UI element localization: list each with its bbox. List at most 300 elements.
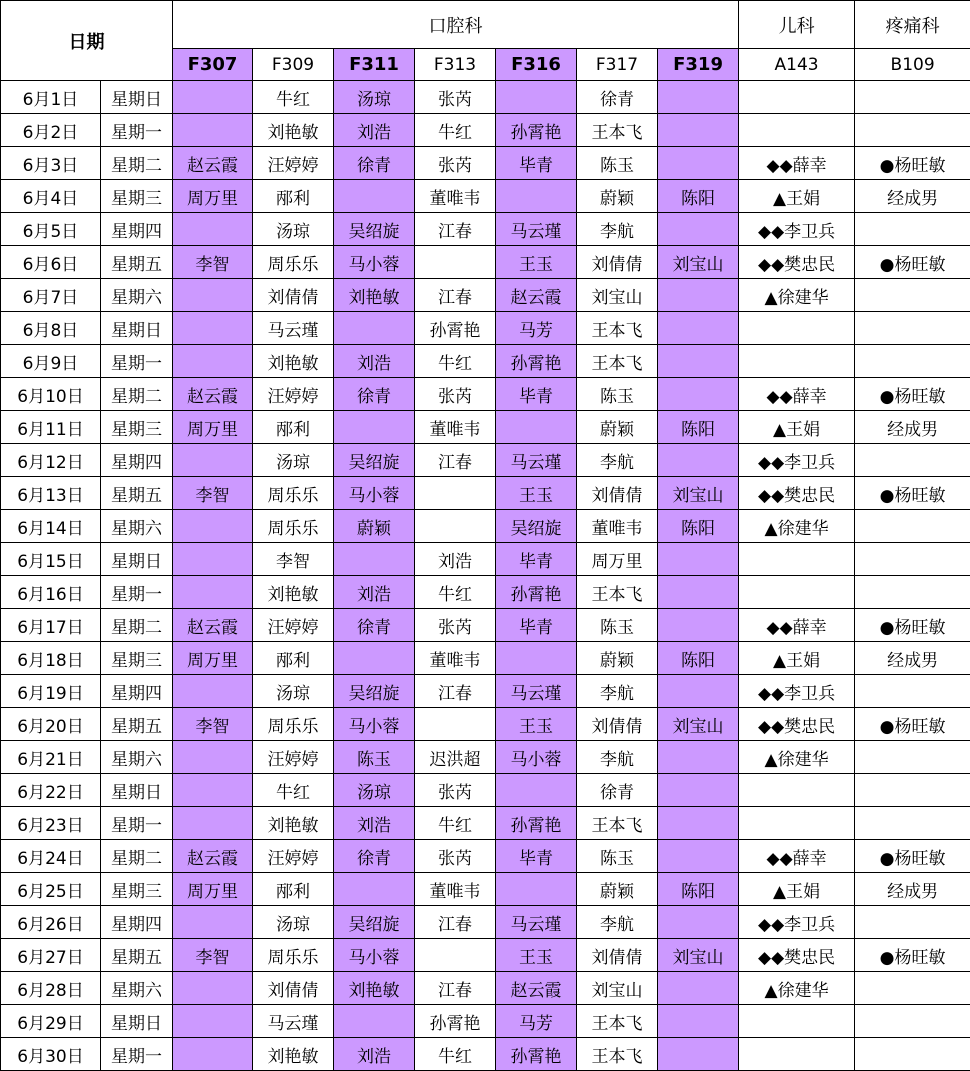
duty-cell: 徐青: [334, 609, 415, 642]
duty-cell: 李智: [173, 708, 253, 741]
duty-cell: 刘倩倩: [577, 708, 658, 741]
duty-cell: ◆◆薛幸: [739, 378, 855, 411]
duty-cell: [658, 378, 739, 411]
date-cell: 6月27日: [1, 939, 101, 972]
weekday-cell: 星期二: [101, 147, 173, 180]
date-cell: 6月1日: [1, 81, 101, 114]
duty-cell: [855, 906, 970, 939]
duty-cell: [855, 741, 970, 774]
duty-cell: [658, 312, 739, 345]
duty-cell: [334, 642, 415, 675]
duty-cell: 王玉: [496, 939, 577, 972]
duty-cell: 马芳: [496, 312, 577, 345]
duty-cell: 赵云霞: [173, 609, 253, 642]
date-cell: 6月28日: [1, 972, 101, 1005]
room-header: B109: [855, 49, 970, 81]
duty-cell: 蔚颖: [577, 642, 658, 675]
duty-cell: 周万里: [173, 642, 253, 675]
duty-cell: [334, 411, 415, 444]
duty-cell: 经成男: [855, 873, 970, 906]
duty-cell: ●杨旺敏: [855, 609, 970, 642]
duty-cell: 江春: [415, 675, 496, 708]
duty-cell: 李航: [577, 444, 658, 477]
duty-cell: ◆◆樊忠民: [739, 708, 855, 741]
duty-cell: 汤琼: [253, 675, 334, 708]
duty-cell: 牛红: [415, 576, 496, 609]
duty-cell: 刘艳敏: [253, 345, 334, 378]
duty-cell: [855, 543, 970, 576]
weekday-cell: 星期五: [101, 246, 173, 279]
duty-cell: ▲徐建华: [739, 741, 855, 774]
duty-cell: [173, 444, 253, 477]
duty-cell: 周万里: [173, 873, 253, 906]
duty-cell: [658, 81, 739, 114]
table-row: [1, 543, 970, 576]
duty-cell: 汪婷婷: [253, 741, 334, 774]
weekday-cell: 星期四: [101, 675, 173, 708]
duty-cell: [173, 114, 253, 147]
duty-cell: [855, 444, 970, 477]
weekday-cell: 星期三: [101, 411, 173, 444]
duty-cell: 张芮: [415, 840, 496, 873]
duty-cell: ●杨旺敏: [855, 147, 970, 180]
duty-cell: 周乐乐: [253, 939, 334, 972]
date-cell: 6月21日: [1, 741, 101, 774]
table-row: [1, 642, 970, 675]
table-row: [1, 114, 970, 147]
duty-cell: [334, 543, 415, 576]
room-header: F313: [415, 49, 496, 81]
duty-cell: [658, 213, 739, 246]
duty-cell: [855, 345, 970, 378]
duty-cell: 马小蓉: [334, 246, 415, 279]
duty-cell: [658, 840, 739, 873]
duty-cell: [334, 312, 415, 345]
duty-cell: [855, 510, 970, 543]
duty-cell: 蔚颖: [334, 510, 415, 543]
duty-cell: [415, 708, 496, 741]
duty-cell: 经成男: [855, 642, 970, 675]
duty-cell: 马云瑾: [253, 1005, 334, 1038]
duty-cell: 孙霄艳: [496, 114, 577, 147]
duty-cell: 董唯韦: [415, 411, 496, 444]
duty-cell: [173, 81, 253, 114]
date-cell: 6月25日: [1, 873, 101, 906]
date-cell: 6月2日: [1, 114, 101, 147]
duty-cell: [658, 741, 739, 774]
duty-cell: 陈玉: [577, 378, 658, 411]
duty-cell: [173, 972, 253, 1005]
duty-cell: 李智: [173, 246, 253, 279]
weekday-cell: 星期一: [101, 576, 173, 609]
date-column-header: 日期: [1, 1, 173, 81]
table-row: [1, 246, 970, 279]
duty-cell: 刘倩倩: [253, 279, 334, 312]
duty-cell: ●杨旺敏: [855, 939, 970, 972]
weekday-cell: 星期日: [101, 312, 173, 345]
duty-cell: 马云瑾: [253, 312, 334, 345]
duty-cell: [173, 807, 253, 840]
duty-cell: [855, 1038, 970, 1071]
duty-cell: [739, 114, 855, 147]
duty-cell: [855, 774, 970, 807]
duty-cell: 刘倩倩: [577, 939, 658, 972]
room-header: F317: [577, 49, 658, 81]
table-row: [1, 1005, 970, 1038]
duty-cell: [173, 675, 253, 708]
duty-cell: [739, 543, 855, 576]
weekday-cell: 星期二: [101, 378, 173, 411]
date-cell: 6月6日: [1, 246, 101, 279]
table-row: [1, 741, 970, 774]
room-header: F319: [658, 49, 739, 81]
duty-cell: [855, 81, 970, 114]
date-cell: 6月22日: [1, 774, 101, 807]
duty-cell: 吴绍旋: [334, 444, 415, 477]
weekday-cell: 星期一: [101, 345, 173, 378]
department-header: 疼痛科: [855, 1, 970, 49]
duty-cell: 孙霄艳: [415, 1005, 496, 1038]
duty-cell: 王本飞: [577, 1005, 658, 1038]
duty-cell: 周乐乐: [253, 708, 334, 741]
table-row: [1, 840, 970, 873]
table-row: [1, 345, 970, 378]
duty-cell: [496, 81, 577, 114]
duty-cell: ▲徐建华: [739, 972, 855, 1005]
weekday-cell: 星期四: [101, 444, 173, 477]
duty-cell: 毕青: [496, 147, 577, 180]
weekday-cell: 星期六: [101, 279, 173, 312]
weekday-cell: 星期日: [101, 81, 173, 114]
table-row: [1, 180, 970, 213]
duty-cell: [334, 873, 415, 906]
weekday-cell: 星期六: [101, 510, 173, 543]
duty-cell: [739, 1005, 855, 1038]
duty-cell: [496, 873, 577, 906]
duty-cell: ●杨旺敏: [855, 246, 970, 279]
duty-cell: 吴绍旋: [334, 906, 415, 939]
weekday-cell: 星期四: [101, 906, 173, 939]
duty-cell: 周万里: [173, 411, 253, 444]
date-cell: 6月29日: [1, 1005, 101, 1038]
duty-cell: 马云瑾: [496, 444, 577, 477]
duty-cell: 周乐乐: [253, 510, 334, 543]
duty-cell: 赵云霞: [496, 972, 577, 1005]
duty-cell: [855, 114, 970, 147]
duty-cell: [658, 576, 739, 609]
duty-cell: [658, 345, 739, 378]
table-row: [1, 1038, 970, 1071]
duty-cell: 陈阳: [658, 411, 739, 444]
duty-cell: 王本飞: [577, 114, 658, 147]
duty-cell: ▲徐建华: [739, 510, 855, 543]
table-row: [1, 378, 970, 411]
date-cell: 6月15日: [1, 543, 101, 576]
duty-cell: [496, 774, 577, 807]
weekday-cell: 星期四: [101, 213, 173, 246]
date-cell: 6月8日: [1, 312, 101, 345]
duty-cell: 李航: [577, 213, 658, 246]
duty-cell: 江春: [415, 213, 496, 246]
weekday-cell: 星期五: [101, 477, 173, 510]
duty-cell: 董唯韦: [415, 180, 496, 213]
duty-cell: [658, 1005, 739, 1038]
duty-cell: [496, 642, 577, 675]
duty-cell: 汪婷婷: [253, 378, 334, 411]
duty-cell: 陈玉: [577, 840, 658, 873]
duty-cell: 刘艳敏: [253, 807, 334, 840]
duty-cell: 毕青: [496, 378, 577, 411]
duty-cell: 邴利: [253, 180, 334, 213]
duty-cell: [739, 81, 855, 114]
duty-cell: ▲王娟: [739, 642, 855, 675]
duty-cell: 马云瑾: [496, 213, 577, 246]
table-row: [1, 774, 970, 807]
duty-cell: 刘艳敏: [253, 576, 334, 609]
duty-cell: [658, 1038, 739, 1071]
duty-cell: 刘艳敏: [253, 1038, 334, 1071]
duty-cell: [739, 807, 855, 840]
room-header: A143: [739, 49, 855, 81]
duty-cell: 刘浩: [334, 576, 415, 609]
duty-cell: 孙霄艳: [496, 576, 577, 609]
duty-cell: 江春: [415, 444, 496, 477]
duty-cell: 周乐乐: [253, 477, 334, 510]
duty-cell: 王玉: [496, 708, 577, 741]
table-row: [1, 510, 970, 543]
date-cell: 6月26日: [1, 906, 101, 939]
duty-cell: 吴绍旋: [334, 213, 415, 246]
duty-cell: 江春: [415, 906, 496, 939]
duty-cell: 李智: [173, 939, 253, 972]
duty-cell: [173, 774, 253, 807]
table-row: [1, 609, 970, 642]
duty-cell: 李航: [577, 675, 658, 708]
weekday-cell: 星期日: [101, 543, 173, 576]
duty-cell: 汤琼: [253, 906, 334, 939]
date-cell: 6月5日: [1, 213, 101, 246]
duty-cell: 刘浩: [334, 114, 415, 147]
date-cell: 6月10日: [1, 378, 101, 411]
duty-cell: [496, 411, 577, 444]
duty-cell: [173, 1005, 253, 1038]
weekday-cell: 星期一: [101, 1038, 173, 1071]
duty-cell: [173, 741, 253, 774]
date-cell: 6月13日: [1, 477, 101, 510]
duty-cell: [739, 774, 855, 807]
duty-cell: 李智: [173, 477, 253, 510]
duty-cell: 邴利: [253, 411, 334, 444]
date-cell: 6月11日: [1, 411, 101, 444]
duty-cell: [415, 939, 496, 972]
duty-cell: 刘艳敏: [334, 279, 415, 312]
duty-cell: 刘浩: [334, 807, 415, 840]
duty-cell: ●杨旺敏: [855, 477, 970, 510]
duty-cell: [173, 543, 253, 576]
duty-cell: 周万里: [173, 180, 253, 213]
duty-cell: [415, 510, 496, 543]
duty-cell: 张芮: [415, 774, 496, 807]
duty-cell: [658, 807, 739, 840]
duty-cell: 马芳: [496, 1005, 577, 1038]
duty-cell: 徐青: [334, 147, 415, 180]
duty-cell: 徐青: [334, 378, 415, 411]
duty-cell: [658, 774, 739, 807]
duty-cell: 汪婷婷: [253, 609, 334, 642]
duty-cell: [855, 1005, 970, 1038]
table-row: [1, 906, 970, 939]
duty-cell: ◆◆樊忠民: [739, 939, 855, 972]
duty-cell: 李航: [577, 906, 658, 939]
duty-cell: [658, 114, 739, 147]
duty-cell: 马小蓉: [334, 939, 415, 972]
duty-cell: 经成男: [855, 180, 970, 213]
duty-cell: 马小蓉: [496, 741, 577, 774]
duty-cell: [173, 279, 253, 312]
room-header: F316: [496, 49, 577, 81]
duty-cell: [173, 510, 253, 543]
duty-cell: 周万里: [577, 543, 658, 576]
date-cell: 6月24日: [1, 840, 101, 873]
duty-cell: ◆◆李卫兵: [739, 906, 855, 939]
duty-cell: 刘宝山: [577, 279, 658, 312]
duty-cell: ◆◆樊忠民: [739, 246, 855, 279]
duty-cell: 毕青: [496, 840, 577, 873]
duty-cell: [658, 675, 739, 708]
table-row: [1, 939, 970, 972]
date-cell: 6月17日: [1, 609, 101, 642]
weekday-cell: 星期日: [101, 774, 173, 807]
duty-cell: 李航: [577, 741, 658, 774]
weekday-cell: 星期日: [101, 1005, 173, 1038]
duty-cell: 蔚颖: [577, 873, 658, 906]
room-header: F307: [173, 49, 253, 81]
date-cell: 6月9日: [1, 345, 101, 378]
duty-cell: 张芮: [415, 378, 496, 411]
table-row: [1, 147, 970, 180]
table-header: [1, 1, 970, 81]
duty-cell: 牛红: [415, 807, 496, 840]
duty-cell: 汤琼: [253, 213, 334, 246]
duty-cell: 马云瑾: [496, 675, 577, 708]
duty-cell: [739, 1038, 855, 1071]
duty-cell: 邴利: [253, 642, 334, 675]
room-header: F311: [334, 49, 415, 81]
duty-cell: 赵云霞: [173, 840, 253, 873]
duty-cell: [855, 312, 970, 345]
duty-cell: ◆◆薛幸: [739, 609, 855, 642]
table-row: [1, 81, 970, 114]
weekday-cell: 星期一: [101, 114, 173, 147]
duty-cell: 刘艳敏: [253, 114, 334, 147]
duty-cell: [855, 576, 970, 609]
duty-cell: 刘浩: [334, 345, 415, 378]
duty-cell: ◆◆薛幸: [739, 840, 855, 873]
duty-cell: 赵云霞: [173, 378, 253, 411]
duty-cell: 刘艳敏: [334, 972, 415, 1005]
duty-cell: 陈阳: [658, 180, 739, 213]
duty-cell: [658, 906, 739, 939]
duty-cell: 刘宝山: [658, 246, 739, 279]
table-row: [1, 807, 970, 840]
duty-cell: [173, 906, 253, 939]
duty-cell: 邴利: [253, 873, 334, 906]
duty-cell: 汤琼: [334, 774, 415, 807]
duty-cell: 陈玉: [577, 147, 658, 180]
duty-cell: ◆◆李卫兵: [739, 213, 855, 246]
duty-cell: 张芮: [415, 81, 496, 114]
date-cell: 6月30日: [1, 1038, 101, 1071]
duty-cell: 徐青: [334, 840, 415, 873]
duty-cell: 牛红: [415, 1038, 496, 1071]
duty-cell: 董唯韦: [577, 510, 658, 543]
duty-cell: 王本飞: [577, 312, 658, 345]
duty-cell: 刘宝山: [577, 972, 658, 1005]
duty-cell: [334, 180, 415, 213]
duty-cell: 王本飞: [577, 345, 658, 378]
duty-cell: [658, 147, 739, 180]
weekday-cell: 星期五: [101, 708, 173, 741]
duty-cell: ◆◆李卫兵: [739, 444, 855, 477]
duty-cell: 牛红: [415, 345, 496, 378]
duty-cell: 迟洪超: [415, 741, 496, 774]
duty-cell: 孙霄艳: [496, 1038, 577, 1071]
duty-cell: ◆◆薛幸: [739, 147, 855, 180]
duty-cell: ▲王娟: [739, 411, 855, 444]
table-row: [1, 477, 970, 510]
department-header: 口腔科: [173, 1, 739, 49]
weekday-cell: 星期五: [101, 939, 173, 972]
duty-cell: 陈阳: [658, 873, 739, 906]
duty-cell: 董唯韦: [415, 642, 496, 675]
duty-cell: 牛红: [253, 81, 334, 114]
duty-cell: 王本飞: [577, 1038, 658, 1071]
duty-cell: 牛红: [415, 114, 496, 147]
duty-cell: [855, 807, 970, 840]
duty-cell: [173, 1038, 253, 1071]
duty-cell: 汪婷婷: [253, 840, 334, 873]
duty-cell: 汤琼: [253, 444, 334, 477]
duty-cell: ●杨旺敏: [855, 840, 970, 873]
table-row: [1, 444, 970, 477]
table-row: [1, 279, 970, 312]
table-row: [1, 708, 970, 741]
date-cell: 6月20日: [1, 708, 101, 741]
weekday-cell: 星期六: [101, 741, 173, 774]
duty-cell: [173, 213, 253, 246]
date-cell: 6月16日: [1, 576, 101, 609]
duty-cell: [658, 609, 739, 642]
duty-cell: [739, 312, 855, 345]
duty-cell: 赵云霞: [496, 279, 577, 312]
date-cell: 6月23日: [1, 807, 101, 840]
duty-cell: [334, 1005, 415, 1038]
weekday-cell: 星期三: [101, 642, 173, 675]
duty-cell: ▲王娟: [739, 180, 855, 213]
table-row: [1, 312, 970, 345]
weekday-cell: 星期三: [101, 180, 173, 213]
duty-cell: [415, 477, 496, 510]
duty-cell: 蔚颖: [577, 411, 658, 444]
duty-cell: ●杨旺敏: [855, 378, 970, 411]
duty-cell: [855, 279, 970, 312]
duty-cell: 王本飞: [577, 807, 658, 840]
date-cell: 6月3日: [1, 147, 101, 180]
duty-cell: 毕青: [496, 543, 577, 576]
table-row: [1, 972, 970, 1005]
duty-cell: 王本飞: [577, 576, 658, 609]
weekday-cell: 星期一: [101, 807, 173, 840]
